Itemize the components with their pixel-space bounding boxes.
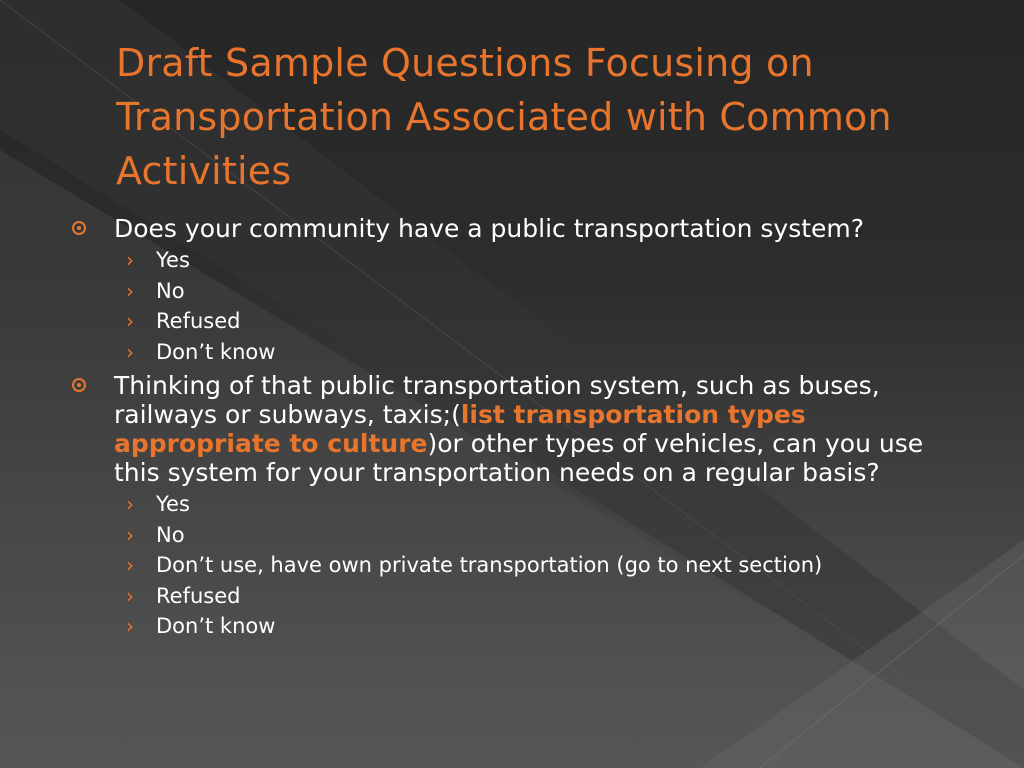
option-label: Don’t know [156, 614, 276, 638]
circle-dot-icon [72, 378, 86, 392]
list-item [114, 520, 972, 551]
list-item [114, 337, 972, 368]
question-list [72, 210, 972, 646]
question-2-highlight: list transportation types appropriate to culture [114, 400, 806, 458]
chevron-right-icon: › [126, 583, 134, 608]
question-2-text-before: Thinking of that public transportation system, such as buses, railways or subways, taxis;( [114, 371, 880, 429]
chevron-right-icon: › [126, 309, 134, 333]
list-item [114, 550, 972, 581]
option-label: Don’t know [156, 339, 276, 364]
list-item [114, 276, 972, 307]
option-label: No [156, 522, 185, 547]
list-item [114, 489, 972, 520]
list-item [114, 306, 972, 337]
list-item [114, 581, 972, 612]
option-label: Refused [156, 309, 241, 333]
option-label: Yes [156, 248, 190, 272]
option-label: Refused [156, 583, 241, 608]
chevron-right-icon: › [126, 522, 134, 547]
question-2-text [114, 371, 972, 487]
option-label: Don’t use, have own private transportation (go to next section) [156, 553, 823, 577]
chevron-right-icon: › [126, 492, 134, 516]
chevron-right-icon: › [126, 614, 134, 638]
option-label: No [156, 278, 185, 303]
chevron-right-icon: › [126, 339, 134, 364]
chevron-right-icon: › [126, 278, 134, 303]
option-label: Yes [156, 492, 190, 516]
question-1 [72, 214, 972, 367]
chevron-right-icon: › [126, 553, 134, 577]
slide-title: Draft Sample Questions Focusing on Transportation Associated with Common Activities [116, 41, 892, 193]
question-1-options [114, 245, 972, 367]
list-item [114, 245, 972, 276]
question-2-text-after: )or other types of vehicles, can you use this system for your transportation needs on a regular basis? [114, 429, 924, 487]
question-1-text: Does your community have a public transportation system? [114, 214, 865, 243]
question-2 [72, 371, 972, 642]
question-2-options [114, 489, 972, 642]
chevron-right-icon: › [126, 248, 134, 272]
list-item [114, 611, 972, 642]
circle-dot-icon [72, 221, 86, 235]
